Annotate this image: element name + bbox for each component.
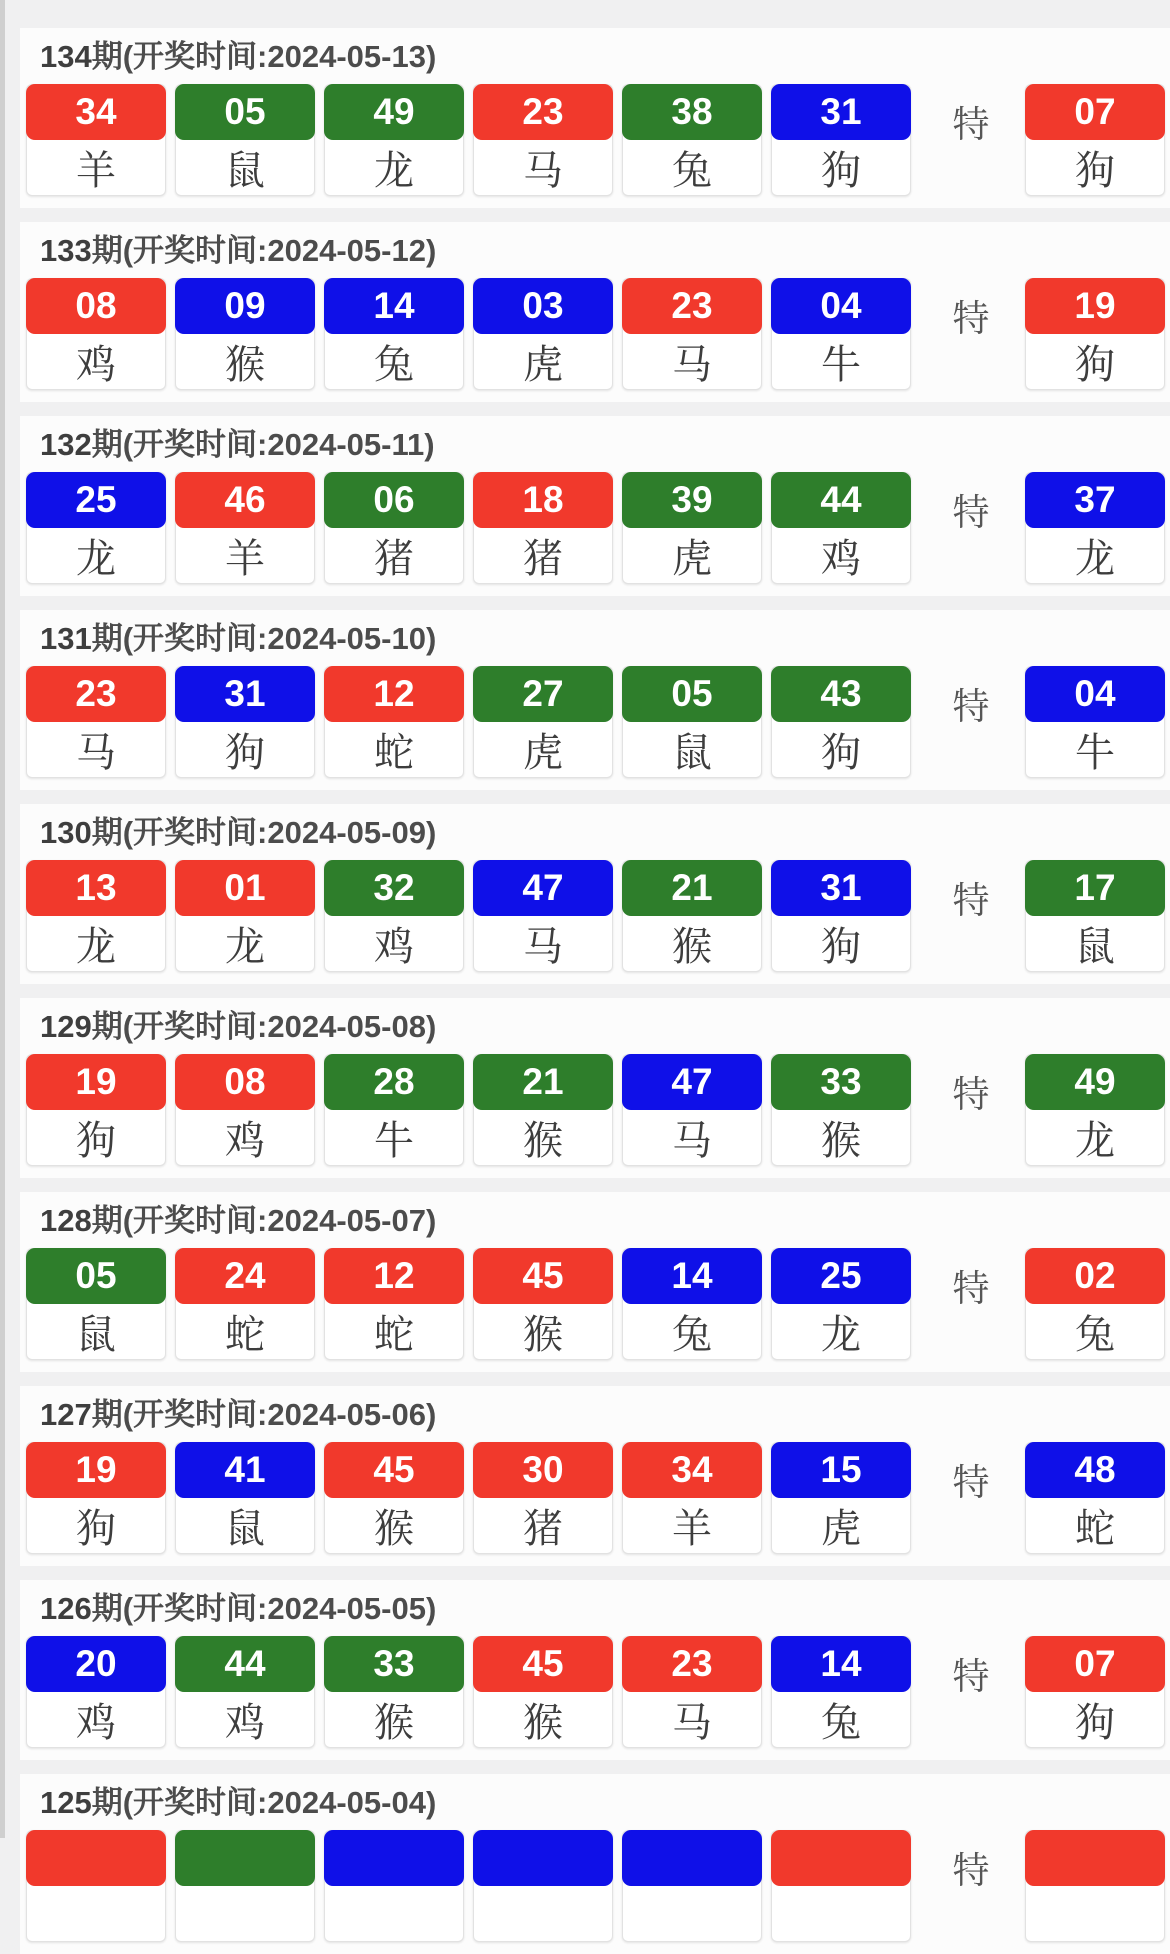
number-card bbox=[26, 1442, 166, 1554]
zodiac-label: 猴 bbox=[672, 925, 712, 969]
zodiac-label bbox=[27, 1886, 165, 1941]
number-ball: 08 bbox=[26, 278, 166, 334]
number-ball: 14 bbox=[771, 1636, 911, 1692]
special-marker-label: 特 bbox=[952, 1656, 990, 1697]
number-card bbox=[771, 472, 911, 584]
number-ball: 33 bbox=[771, 1054, 911, 1110]
number-ball: 25 bbox=[26, 472, 166, 528]
number-ball: 47 bbox=[622, 1054, 762, 1110]
special-zodiac-label: 龙 bbox=[1075, 537, 1115, 581]
number-ball: 23 bbox=[26, 666, 166, 722]
draw-section bbox=[20, 416, 1170, 596]
number-ball: 31 bbox=[771, 860, 911, 916]
number-card bbox=[771, 1248, 911, 1360]
draw-row bbox=[26, 472, 1170, 584]
number-ball: 21 bbox=[473, 1054, 613, 1110]
number-ball: 19 bbox=[26, 1054, 166, 1110]
number-card bbox=[324, 84, 464, 196]
number-ball: 19 bbox=[26, 1442, 166, 1498]
number-card bbox=[622, 472, 762, 584]
zodiac-label: 鸡 bbox=[821, 537, 861, 581]
draw-row bbox=[26, 1248, 1170, 1360]
zodiac-label: 狗 bbox=[76, 1507, 116, 1551]
number-card bbox=[26, 84, 166, 196]
zodiac-label: 鸡 bbox=[225, 1119, 265, 1163]
special-number-ball bbox=[1025, 1830, 1165, 1886]
number-card bbox=[771, 860, 911, 972]
special-number-ball: 07 bbox=[1025, 1636, 1165, 1692]
number-ball: 33 bbox=[324, 1636, 464, 1692]
draw-row bbox=[26, 1442, 1170, 1554]
number-ball: 25 bbox=[771, 1248, 911, 1304]
special-number-card bbox=[1025, 1830, 1165, 1942]
number-ball: 23 bbox=[622, 1636, 762, 1692]
special-number-card bbox=[1025, 1636, 1165, 1748]
number-card bbox=[175, 860, 315, 972]
number-ball: 45 bbox=[324, 1442, 464, 1498]
number-card bbox=[324, 1442, 464, 1554]
number-card bbox=[622, 84, 762, 196]
number-card bbox=[324, 278, 464, 390]
number-ball: 43 bbox=[771, 666, 911, 722]
zodiac-label bbox=[623, 1886, 761, 1941]
number-card bbox=[473, 1442, 613, 1554]
special-number-card bbox=[1025, 1054, 1165, 1166]
zodiac-label: 兔 bbox=[821, 1701, 861, 1745]
special-marker-label: 特 bbox=[952, 1074, 990, 1115]
number-ball: 01 bbox=[175, 860, 315, 916]
number-ball bbox=[622, 1830, 762, 1886]
draw-section bbox=[20, 998, 1170, 1178]
number-ball: 08 bbox=[175, 1054, 315, 1110]
special-marker-label: 特 bbox=[952, 1462, 990, 1503]
zodiac-label: 虎 bbox=[523, 343, 563, 387]
number-ball: 49 bbox=[324, 84, 464, 140]
number-card bbox=[26, 1054, 166, 1166]
number-ball: 14 bbox=[622, 1248, 762, 1304]
lottery-results-list bbox=[20, 0, 1170, 1954]
number-ball: 06 bbox=[324, 472, 464, 528]
special-number-ball: 37 bbox=[1025, 472, 1165, 528]
draw-time-text: 期(开奖时间:2024-05-10) bbox=[91, 621, 437, 656]
special-number-card bbox=[1025, 666, 1165, 778]
draw-period-number: 127 bbox=[40, 1397, 92, 1432]
draw-header bbox=[26, 1010, 1170, 1044]
number-ball: 31 bbox=[771, 84, 911, 140]
special-zodiac-label: 狗 bbox=[1075, 1701, 1115, 1745]
number-ball: 21 bbox=[622, 860, 762, 916]
number-ball bbox=[473, 1830, 613, 1886]
number-ball bbox=[771, 1830, 911, 1886]
zodiac-label: 龙 bbox=[821, 1313, 861, 1357]
special-number-ball: 04 bbox=[1025, 666, 1165, 722]
zodiac-label: 蛇 bbox=[225, 1313, 265, 1357]
number-card bbox=[622, 666, 762, 778]
draw-time-text: 期(开奖时间:2024-05-11) bbox=[91, 427, 435, 462]
number-ball: 34 bbox=[622, 1442, 762, 1498]
number-ball: 05 bbox=[622, 666, 762, 722]
number-card bbox=[26, 666, 166, 778]
zodiac-label: 猴 bbox=[523, 1313, 563, 1357]
number-card bbox=[175, 1830, 315, 1942]
number-card bbox=[26, 860, 166, 972]
special-zodiac-label: 狗 bbox=[1075, 149, 1115, 193]
special-zodiac-label: 狗 bbox=[1075, 343, 1115, 387]
zodiac-label: 羊 bbox=[672, 1507, 712, 1551]
zodiac-label: 鼠 bbox=[225, 1507, 265, 1551]
zodiac-label: 鼠 bbox=[76, 1313, 116, 1357]
draw-header bbox=[26, 1786, 1170, 1820]
number-card bbox=[473, 84, 613, 196]
zodiac-label: 狗 bbox=[821, 925, 861, 969]
special-marker-label: 特 bbox=[952, 298, 990, 339]
draw-header bbox=[26, 622, 1170, 656]
zodiac-label: 狗 bbox=[76, 1119, 116, 1163]
zodiac-label: 鸡 bbox=[225, 1701, 265, 1745]
number-card bbox=[175, 1248, 315, 1360]
number-card bbox=[771, 84, 911, 196]
draw-section bbox=[20, 28, 1170, 208]
draw-header bbox=[26, 428, 1170, 462]
special-number-card bbox=[1025, 1248, 1165, 1360]
zodiac-label: 马 bbox=[523, 149, 563, 193]
special-number-ball: 19 bbox=[1025, 278, 1165, 334]
zodiac-label: 马 bbox=[672, 1119, 712, 1163]
draw-period-number: 125 bbox=[40, 1785, 92, 1820]
zodiac-label: 蛇 bbox=[374, 731, 414, 775]
number-ball bbox=[324, 1830, 464, 1886]
number-card bbox=[622, 860, 762, 972]
number-card bbox=[473, 860, 613, 972]
zodiac-label bbox=[325, 1886, 463, 1941]
zodiac-label: 猪 bbox=[523, 1507, 563, 1551]
special-number-card bbox=[1025, 472, 1165, 584]
draw-section bbox=[20, 610, 1170, 790]
special-zodiac-label: 龙 bbox=[1075, 1119, 1115, 1163]
zodiac-label: 猴 bbox=[374, 1507, 414, 1551]
draw-period-number: 134 bbox=[40, 39, 92, 74]
number-card bbox=[473, 1054, 613, 1166]
draw-header bbox=[26, 40, 1170, 74]
draw-time-text: 期(开奖时间:2024-05-08) bbox=[91, 1009, 437, 1044]
zodiac-label: 龙 bbox=[225, 925, 265, 969]
zodiac-label: 兔 bbox=[672, 149, 712, 193]
draw-time-text: 期(开奖时间:2024-05-13) bbox=[91, 39, 437, 74]
zodiac-label: 马 bbox=[76, 731, 116, 775]
special-marker-label: 特 bbox=[952, 492, 990, 533]
number-card bbox=[324, 472, 464, 584]
special-number-ball: 48 bbox=[1025, 1442, 1165, 1498]
number-ball: 14 bbox=[324, 278, 464, 334]
special-number-ball: 49 bbox=[1025, 1054, 1165, 1110]
number-card bbox=[26, 472, 166, 584]
number-ball: 28 bbox=[324, 1054, 464, 1110]
number-card bbox=[26, 1636, 166, 1748]
zodiac-label: 猪 bbox=[374, 537, 414, 581]
zodiac-label: 马 bbox=[672, 1701, 712, 1745]
number-card bbox=[26, 278, 166, 390]
number-ball: 09 bbox=[175, 278, 315, 334]
special-number-card bbox=[1025, 84, 1165, 196]
number-card bbox=[175, 472, 315, 584]
zodiac-label: 猴 bbox=[225, 343, 265, 387]
number-card bbox=[473, 1248, 613, 1360]
draw-section bbox=[20, 1774, 1170, 1954]
number-card bbox=[771, 1054, 911, 1166]
number-card bbox=[175, 666, 315, 778]
special-zodiac-label: 兔 bbox=[1075, 1313, 1115, 1357]
number-card bbox=[175, 1636, 315, 1748]
number-card bbox=[324, 1636, 464, 1748]
zodiac-label bbox=[474, 1886, 612, 1941]
number-card bbox=[473, 666, 613, 778]
number-card bbox=[324, 666, 464, 778]
number-ball: 44 bbox=[771, 472, 911, 528]
draw-header bbox=[26, 1398, 1170, 1432]
zodiac-label: 狗 bbox=[225, 731, 265, 775]
draw-row bbox=[26, 666, 1170, 778]
special-number-card bbox=[1025, 278, 1165, 390]
zodiac-label: 羊 bbox=[225, 537, 265, 581]
draw-time-text: 期(开奖时间:2024-05-12) bbox=[91, 233, 437, 268]
zodiac-label: 猴 bbox=[374, 1701, 414, 1745]
number-ball: 12 bbox=[324, 1248, 464, 1304]
draw-period-number: 126 bbox=[40, 1591, 92, 1626]
special-marker-label: 特 bbox=[952, 880, 990, 921]
special-marker-label: 特 bbox=[952, 104, 990, 145]
draw-section bbox=[20, 1580, 1170, 1760]
page-left-scrollbar-line bbox=[0, 0, 5, 1838]
number-ball: 47 bbox=[473, 860, 613, 916]
special-number-ball: 17 bbox=[1025, 860, 1165, 916]
number-ball bbox=[26, 1830, 166, 1886]
number-ball: 45 bbox=[473, 1636, 613, 1692]
number-card bbox=[324, 1830, 464, 1942]
zodiac-label: 鸡 bbox=[76, 1701, 116, 1745]
zodiac-label bbox=[772, 1886, 910, 1941]
number-card bbox=[622, 1248, 762, 1360]
draw-header bbox=[26, 1592, 1170, 1626]
special-zodiac-label: 牛 bbox=[1075, 731, 1115, 775]
number-card bbox=[175, 1442, 315, 1554]
zodiac-label: 鸡 bbox=[374, 925, 414, 969]
draw-header bbox=[26, 1204, 1170, 1238]
number-ball: 41 bbox=[175, 1442, 315, 1498]
draw-time-text: 期(开奖时间:2024-05-07) bbox=[91, 1203, 437, 1238]
zodiac-label bbox=[176, 1886, 314, 1941]
number-ball: 44 bbox=[175, 1636, 315, 1692]
number-ball bbox=[175, 1830, 315, 1886]
draw-row bbox=[26, 278, 1170, 390]
number-card bbox=[26, 1248, 166, 1360]
zodiac-label: 狗 bbox=[821, 149, 861, 193]
zodiac-label: 狗 bbox=[821, 731, 861, 775]
draw-row bbox=[26, 1054, 1170, 1166]
number-ball: 38 bbox=[622, 84, 762, 140]
number-ball: 03 bbox=[473, 278, 613, 334]
special-zodiac-label: 蛇 bbox=[1075, 1507, 1115, 1551]
draw-time-text: 期(开奖时间:2024-05-09) bbox=[91, 815, 437, 850]
number-ball: 23 bbox=[622, 278, 762, 334]
draw-row bbox=[26, 1636, 1170, 1748]
special-zodiac-label: 鼠 bbox=[1075, 925, 1115, 969]
zodiac-label: 猴 bbox=[821, 1119, 861, 1163]
number-ball: 15 bbox=[771, 1442, 911, 1498]
special-marker-label: 特 bbox=[952, 1850, 990, 1891]
zodiac-label: 牛 bbox=[374, 1119, 414, 1163]
number-card bbox=[175, 84, 315, 196]
number-card bbox=[175, 1054, 315, 1166]
number-card bbox=[771, 1636, 911, 1748]
draw-row bbox=[26, 860, 1170, 972]
zodiac-label: 兔 bbox=[672, 1313, 712, 1357]
number-ball: 32 bbox=[324, 860, 464, 916]
draw-time-text: 期(开奖时间:2024-05-05) bbox=[91, 1591, 437, 1626]
zodiac-label: 鸡 bbox=[76, 343, 116, 387]
draw-section bbox=[20, 1192, 1170, 1372]
special-number-ball: 02 bbox=[1025, 1248, 1165, 1304]
zodiac-label: 鼠 bbox=[672, 731, 712, 775]
number-card bbox=[324, 1248, 464, 1360]
zodiac-label: 鼠 bbox=[225, 149, 265, 193]
zodiac-label: 牛 bbox=[821, 343, 861, 387]
zodiac-label: 蛇 bbox=[374, 1313, 414, 1357]
number-ball: 20 bbox=[26, 1636, 166, 1692]
number-card bbox=[473, 472, 613, 584]
special-zodiac-label bbox=[1026, 1886, 1164, 1941]
number-card bbox=[324, 860, 464, 972]
draw-period-number: 133 bbox=[40, 233, 92, 268]
special-number-card bbox=[1025, 860, 1165, 972]
zodiac-label: 虎 bbox=[672, 537, 712, 581]
number-ball: 05 bbox=[175, 84, 315, 140]
special-marker-label: 特 bbox=[952, 1268, 990, 1309]
zodiac-label: 马 bbox=[523, 925, 563, 969]
draw-section bbox=[20, 1386, 1170, 1566]
number-card bbox=[324, 1054, 464, 1166]
special-number-card bbox=[1025, 1442, 1165, 1554]
number-ball: 13 bbox=[26, 860, 166, 916]
number-card bbox=[473, 278, 613, 390]
zodiac-label: 兔 bbox=[374, 343, 414, 387]
number-card bbox=[771, 1442, 911, 1554]
special-marker-label: 特 bbox=[952, 686, 990, 727]
draw-period-number: 129 bbox=[40, 1009, 92, 1044]
number-card bbox=[771, 278, 911, 390]
draw-time-text: 期(开奖时间:2024-05-06) bbox=[91, 1397, 437, 1432]
number-ball: 18 bbox=[473, 472, 613, 528]
number-ball: 34 bbox=[26, 84, 166, 140]
draw-row bbox=[26, 1830, 1170, 1942]
number-card bbox=[622, 1636, 762, 1748]
number-card bbox=[771, 666, 911, 778]
number-card bbox=[473, 1636, 613, 1748]
zodiac-label: 猪 bbox=[523, 537, 563, 581]
number-ball: 31 bbox=[175, 666, 315, 722]
draw-header bbox=[26, 234, 1170, 268]
number-ball: 39 bbox=[622, 472, 762, 528]
draw-period-number: 131 bbox=[40, 621, 92, 656]
draw-period-number: 130 bbox=[40, 815, 92, 850]
zodiac-label: 龙 bbox=[76, 537, 116, 581]
zodiac-label: 猴 bbox=[523, 1701, 563, 1745]
zodiac-label: 龙 bbox=[76, 925, 116, 969]
zodiac-label: 马 bbox=[672, 343, 712, 387]
draw-period-number: 132 bbox=[40, 427, 92, 462]
draw-time-text: 期(开奖时间:2024-05-04) bbox=[91, 1785, 437, 1820]
number-card bbox=[771, 1830, 911, 1942]
draw-section bbox=[20, 222, 1170, 402]
number-ball: 45 bbox=[473, 1248, 613, 1304]
draw-section bbox=[20, 804, 1170, 984]
number-card bbox=[473, 1830, 613, 1942]
number-card bbox=[622, 278, 762, 390]
draw-row bbox=[26, 84, 1170, 196]
number-ball: 27 bbox=[473, 666, 613, 722]
draw-period-number: 128 bbox=[40, 1203, 92, 1238]
number-ball: 23 bbox=[473, 84, 613, 140]
zodiac-label: 羊 bbox=[76, 149, 116, 193]
number-ball: 24 bbox=[175, 1248, 315, 1304]
number-card bbox=[175, 278, 315, 390]
zodiac-label: 虎 bbox=[821, 1507, 861, 1551]
number-card bbox=[622, 1442, 762, 1554]
special-number-ball: 07 bbox=[1025, 84, 1165, 140]
number-card bbox=[622, 1830, 762, 1942]
draw-header bbox=[26, 816, 1170, 850]
number-card bbox=[622, 1054, 762, 1166]
zodiac-label: 龙 bbox=[374, 149, 414, 193]
zodiac-label: 猴 bbox=[523, 1119, 563, 1163]
zodiac-label: 虎 bbox=[523, 731, 563, 775]
number-ball: 12 bbox=[324, 666, 464, 722]
number-card bbox=[26, 1830, 166, 1942]
number-ball: 30 bbox=[473, 1442, 613, 1498]
number-ball: 46 bbox=[175, 472, 315, 528]
number-ball: 04 bbox=[771, 278, 911, 334]
number-ball: 05 bbox=[26, 1248, 166, 1304]
